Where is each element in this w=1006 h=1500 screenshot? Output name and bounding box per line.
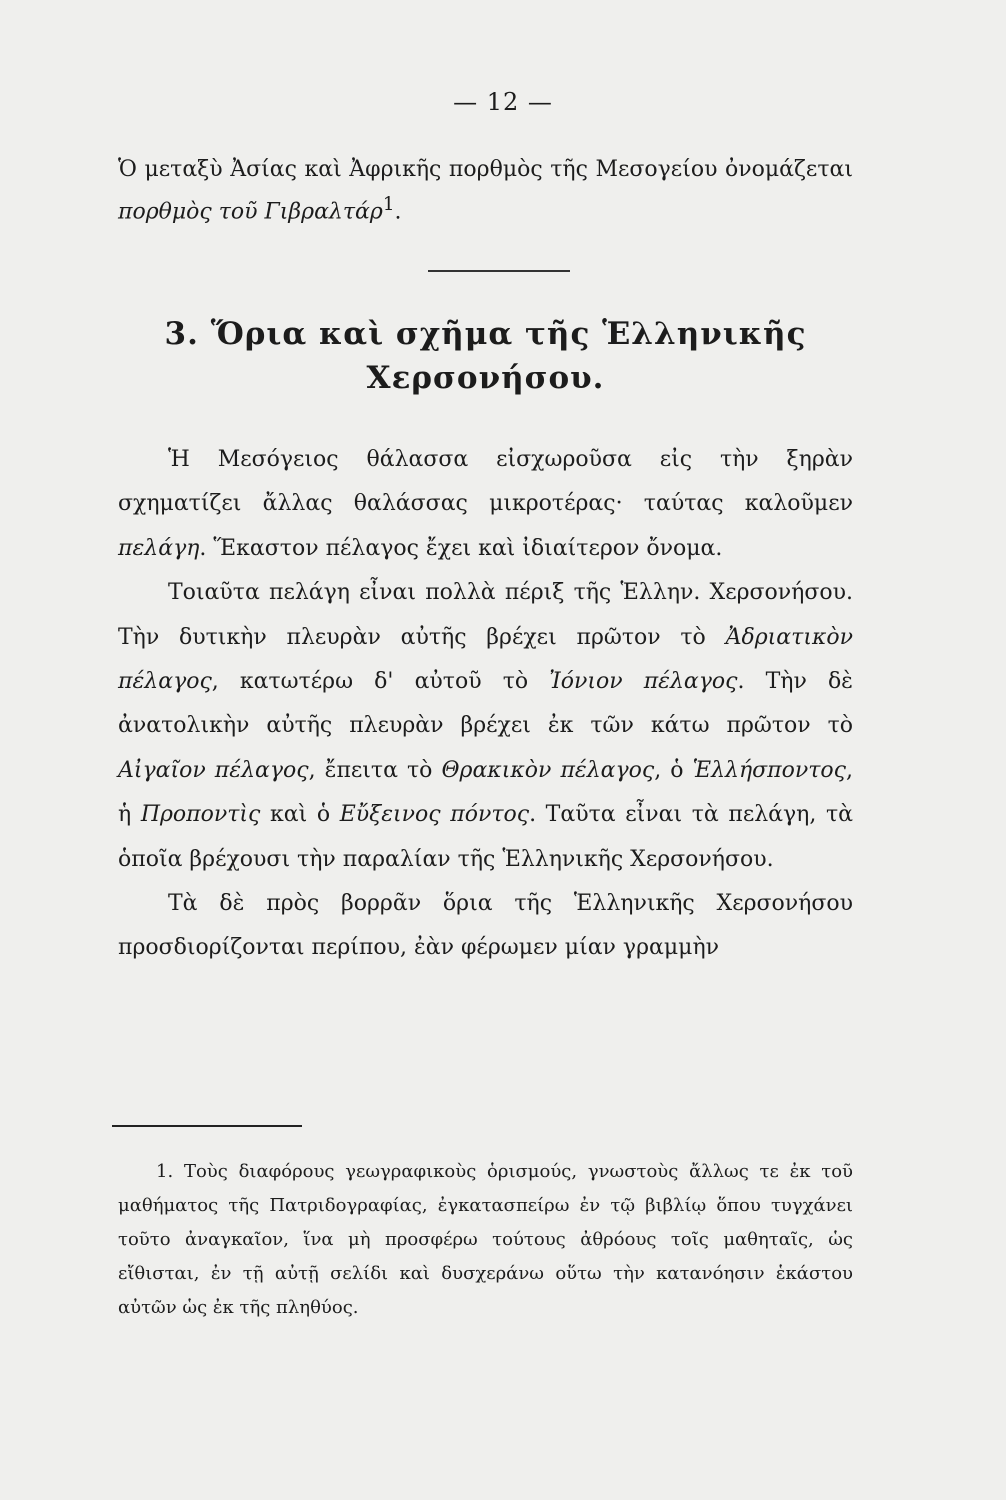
- intro-strait-name: πορθμὸς τοῦ Γιβραλτάρ: [118, 199, 383, 225]
- sea-adriatic: Ἀδριατικὸν πέλαγος: [118, 624, 853, 695]
- paragraph-1-part-b: . Ἕκαστον πέλαγος ἔχει καὶ ἰδιαίτερον ὄνομα.: [199, 535, 723, 561]
- paragraph-2-part-h: . Ταῦτα εἶναι τὰ πελάγη, τὰ ὁποῖα βρέχουσι τὴν παραλίαν τῆς Ἑλληνικῆς Χερσονήσου.: [118, 802, 853, 872]
- sea-aegean: Αἰγαῖον πέλαγος: [118, 757, 309, 783]
- footnote: [118, 1155, 853, 1325]
- section-divider: [428, 270, 570, 272]
- section-heading: [118, 312, 853, 400]
- sea-ionian: Ἰόνιον πέλαγος: [549, 669, 738, 695]
- paragraph-2-part-g: καὶ ὁ: [260, 802, 340, 828]
- paragraph-2-part-f: , ἡ: [118, 757, 853, 828]
- sea-euxine: Εὔξεινος πόντος: [339, 802, 530, 828]
- sea-propontis: Προποντὶς: [140, 802, 261, 828]
- section-title: Ὅρια καὶ σχῆμα τῆς Ἑλληνικῆς Χερσονήσου.: [210, 316, 807, 396]
- paragraph-1: [118, 438, 853, 571]
- paragraph-2-part-b: , κατωτέρω δ' αὐτοῦ τὸ: [211, 669, 550, 695]
- paragraph-2-part-e: , ὁ: [654, 757, 693, 783]
- intro-text-part1: Ὁ μεταξὺ Ἀσίας καὶ Ἀφρικῆς πορθμὸς τῆς Μεσογείου ὀνομάζεται: [118, 157, 853, 182]
- intro-text-part2: .: [394, 199, 402, 225]
- body-text: [118, 438, 853, 971]
- footnote-number: 1.: [156, 1161, 174, 1182]
- footnote-text: Τοὺς διαφόρους γεωγραφικοὺς ὁρισμούς, γνωστοὺς ἄλλως τε ἐκ τοῦ μαθήματος τῆς Πατριδογραφίας, ἐγκατασπείρω ἐν τῷ βιβλίῳ ὅπου τυγχάνει τοῦτο ἀναγκαῖον, ἵνα μὴ προσφέρω τούτους ἀθρόους τοῖς μαθηταῖς, ὡς εἴθισται, ἐν τῇ αὐτῇ σελίδι καὶ δυσχεράνω οὕτω τὴν κατανόησιν ἑκάστου αὐτῶν ὡς ἐκ τῆς πληθύος.: [118, 1161, 853, 1318]
- paragraph-2-part-a: Τοιαῦτα πελάγη εἶναι πολλὰ πέριξ τῆς Ἑλλην. Χερσονήσου. Τὴν δυτικὴν πλευρὰν αὐτῆς βρέχει πρῶτον τὸ: [118, 580, 853, 650]
- paragraph-2-part-d: , ἔπειτα τὸ: [308, 757, 442, 783]
- footnote-reference: 1: [382, 194, 395, 215]
- sea-thracian: Θρακικὸν πέλαγος: [441, 757, 655, 783]
- paragraph-2-part-c: . Τὴν δὲ ἀνατολικὴν αὐτῆς πλευρὰν βρέχει ἐκ τῶν κάτω πρῶτον τὸ: [118, 669, 853, 739]
- intro-paragraph: [118, 152, 853, 229]
- paragraph-1-part-a: Ἡ Μεσόγειος θάλασσα εἰσχωροῦσα εἰς τὴν ξηρὰν σχηματίζει ἄλλας θαλάσσας μικροτέρας· ταύτας καλοῦμεν: [118, 447, 853, 517]
- term-pelagi: πελάγη: [118, 535, 200, 561]
- strait-hellespont: Ἑλλήσποντος: [692, 757, 846, 783]
- paragraph-3: Τὰ δὲ πρὸς βορρᾶν ὅρια τῆς Ἑλληνικῆς Χερσονήσου προσδιορίζονται περίπου, ἐὰν φέρωμεν μίαν γραμμὴν: [118, 891, 853, 961]
- page-number: — 12 —: [453, 88, 553, 116]
- section-number: 3.: [164, 316, 199, 352]
- paragraph-2: [118, 571, 853, 882]
- footnote-divider: [112, 1125, 302, 1127]
